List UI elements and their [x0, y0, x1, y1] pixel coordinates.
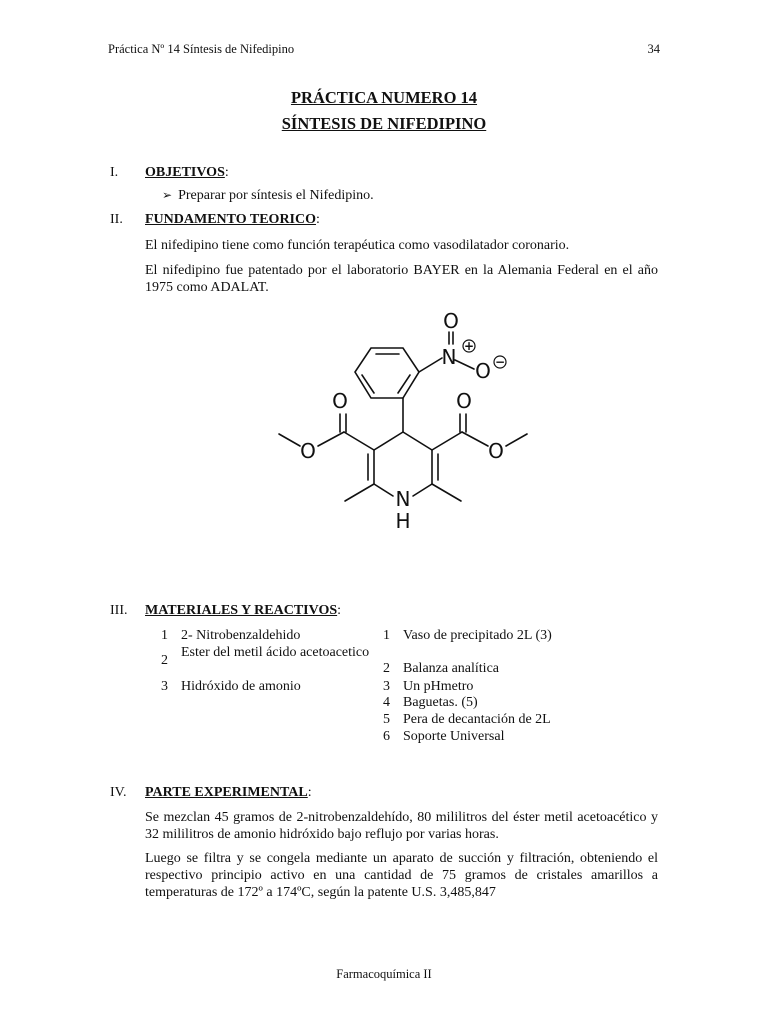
charge-minus: −	[494, 355, 506, 369]
section-number-3: III.	[110, 603, 128, 618]
title-line-1: PRÁCTICA NUMERO 14	[290, 88, 478, 107]
benzene-ring	[355, 348, 419, 398]
header-title: Práctica Nº 14 Síntesis de Nifedipino	[108, 42, 295, 56]
fundamento-paragraph-2: El nifedipino fue patentado por el laboratorio BAYER en la Alemania Federal en el año 1975 como ADALAT.	[145, 263, 658, 295]
parte-paragraph-2: Luego se filtra y se congela mediante un aparato de succión y filtración, obteniendo el respectivo principio activo en una cantidad de 75 gramos de cristales amarillos a temperaturas de 172º a 174ºC, según la patente U.S. 3,485,847	[145, 851, 658, 900]
list-item: 3 Hidróxido de amonio	[161, 679, 301, 694]
arrow-bullet-icon: ➢	[162, 188, 173, 202]
section-heading-materiales: MATERIALES Y REACTIVOS:	[145, 603, 342, 618]
atom-o-nitro-top: O	[443, 309, 459, 333]
list-item: 1 Vaso de precipitado 2L (3)	[383, 628, 552, 643]
objective-bullet: ➢ Preparar por síntesis el Nifedipino.	[162, 188, 374, 203]
list-item: 6 Soporte Universal	[383, 729, 505, 744]
atom-o-nitro-bottom: O	[475, 359, 491, 383]
atom-o-left-carbonyl: O	[332, 389, 348, 413]
atom-n-nitro: N	[441, 345, 457, 369]
page-footer: Farmacoquímica II	[336, 967, 432, 981]
title-line-2: SÍNTESIS DE NIFEDIPINO	[281, 114, 487, 133]
atom-h-ring: H	[395, 509, 411, 533]
atom-o-right-carbonyl: O	[456, 389, 472, 413]
parte-paragraph-1: Se mezclan 45 gramos de 2-nitrobenzaldehído, 80 mililitros del éster metil acetoacético y 32 mililitros de amonio hidróxido bajo reflujo por varias horas.	[145, 810, 658, 842]
atom-o-right-ether: O	[488, 439, 504, 463]
page-number: 34	[647, 42, 660, 56]
nifedipine-structure	[270, 300, 530, 540]
atom-o-left-ether: O	[300, 439, 316, 463]
section-heading-parte-experimental: PARTE EXPERIMENTAL:	[145, 785, 312, 800]
page-header	[108, 42, 660, 57]
list-item: 3 Un pHmetro	[383, 679, 474, 694]
list-item: 1 2- Nitrobenzaldehido	[161, 628, 301, 643]
section-heading-fundamento: FUNDAMENTO TEORICO:	[145, 212, 320, 227]
section-number-2: II.	[110, 212, 123, 227]
section-number-4: IV.	[110, 785, 127, 800]
list-item: 5 Pera de decantación de 2L	[383, 712, 551, 727]
charge-plus: +	[463, 339, 475, 353]
atom-n-ring: N	[395, 487, 411, 511]
section-number-1: I.	[110, 165, 119, 180]
list-item: 4 Baguetas. (5)	[383, 695, 478, 710]
list-item: 2 Balanza analítica	[383, 661, 499, 676]
section-heading-objetivos: OBJETIVOS:	[145, 165, 229, 180]
fundamento-paragraph-1: El nifedipino tiene como función terapéutica como vasodilatador coronario.	[145, 238, 570, 253]
list-item: 2 Ester del metil ácido acetoacetico	[161, 645, 370, 668]
